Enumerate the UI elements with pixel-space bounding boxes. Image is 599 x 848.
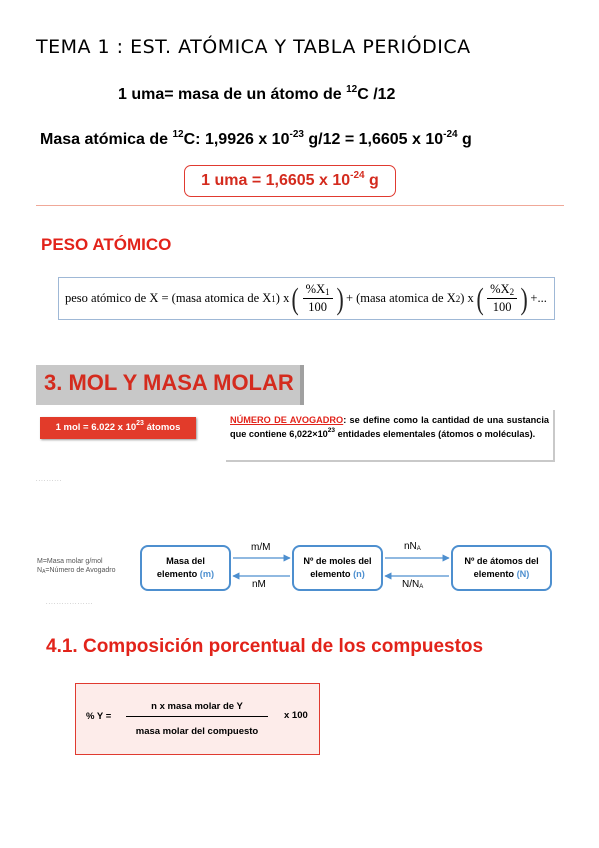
arrow2-bottom-label xyxy=(402,579,423,590)
left-paren-1: ( xyxy=(291,281,300,316)
formula-mid2: ) x xyxy=(460,291,474,305)
avogadro-s1: 23 xyxy=(327,427,336,434)
arrow2-bottom-sub: A xyxy=(419,584,424,590)
fraction-2-den: 100 xyxy=(492,300,512,314)
arrow2-top-sub: A xyxy=(416,546,421,552)
masa-p2: C: 1,9926 x 10 xyxy=(183,131,290,148)
num1-sub: 1 xyxy=(325,287,330,297)
composicion-heading: 4.1. Composición porcentual de los compuestos xyxy=(46,636,484,657)
formula-sub1: 1 xyxy=(271,293,276,304)
percent-formula-box xyxy=(75,683,320,755)
left-paren-2: ( xyxy=(476,281,484,316)
mol-pill-p1: 1 mol = 6.022 x 10 xyxy=(55,422,137,433)
percent-denominator: masa molar del compuesto xyxy=(135,726,259,737)
legend-rest: =Número de Avogadro xyxy=(45,567,116,574)
avogadro-term: NÚMERO DE AVOGADRO xyxy=(230,415,344,425)
masa-p4: g xyxy=(457,131,472,148)
node-moles-label: elemento xyxy=(310,569,354,579)
node-atomos-line1: Nº de átomos del xyxy=(464,556,539,566)
formula-tail: +... xyxy=(530,291,547,305)
percent-numerator: n x masa molar de Y xyxy=(126,701,268,717)
legend-a: A xyxy=(42,569,46,575)
uma-def-pre: 1 uma= masa de un átomo de xyxy=(118,86,347,103)
masa-p1: Masa atómica de xyxy=(40,131,173,148)
masa-s2: -23 xyxy=(289,129,304,140)
faint-text-2: ꞏ ꞏ ꞏ ꞏ ꞏ ꞏ ꞏ ꞏ ꞏ ꞏ ꞏ ꞏ ꞏ ꞏ ꞏ ꞏ ꞏ ꞏ xyxy=(46,601,93,606)
node-moles-var: (n) xyxy=(353,569,365,579)
legend-line-1: M=Masa molar g/mol xyxy=(37,558,103,565)
uma-box-p2: g xyxy=(364,172,379,189)
uma-def-post: C /12 xyxy=(357,86,396,103)
mol-pill-p2: átomos xyxy=(143,422,181,433)
page-title: TEMA 1 : EST. ATÓMICA Y TABLA PERIÓDICA xyxy=(36,36,471,58)
peso-atomico-heading: PESO ATÓMICO xyxy=(41,235,172,254)
node-moles-line1: Nº de moles del xyxy=(303,556,372,566)
arrow1-top-label: m/M xyxy=(251,542,271,553)
formula-start: peso atómico de X = (masa atomica de X xyxy=(65,291,272,305)
right-paren-2: ) xyxy=(520,281,528,316)
node-masa-var: (m) xyxy=(199,569,215,579)
percent-label: % Y = xyxy=(86,711,112,722)
faint-text-1: ꞏ ꞏ ꞏ ꞏ ꞏ ꞏ ꞏ ꞏ ꞏ ꞏ xyxy=(36,478,62,483)
node-masa-line1: Masa del xyxy=(166,556,205,566)
node-masa-label: elemento xyxy=(156,569,200,579)
num2-sub: 2 xyxy=(509,287,515,297)
mol-pill-s1: 23 xyxy=(136,420,144,427)
node-atomos-var: (N) xyxy=(516,569,530,579)
formula-plus: + (masa atomica de X xyxy=(345,291,456,305)
right-paren-1: ) xyxy=(336,281,344,316)
num2-text: %X xyxy=(490,282,510,296)
masa-p3: g/12 = 1,6605 x 10 xyxy=(303,131,444,148)
arrow1-bottom-label: nM xyxy=(252,579,266,590)
masa-s1: 12 xyxy=(172,129,184,140)
mol-heading: 3. MOL Y MASA MOLAR xyxy=(44,370,294,395)
avogadro-p1: : se define como la cantidad de una sustancia que contiene 6,022×10 xyxy=(230,415,549,439)
uma-def-sup: 12 xyxy=(346,84,358,95)
uma-box-s1: -24 xyxy=(350,170,365,181)
masa-s3: -24 xyxy=(443,129,458,140)
legend-n: N xyxy=(37,567,43,574)
arrow2-bottom-text: N/N xyxy=(402,579,420,590)
arrow2-top-text: nN xyxy=(404,541,417,552)
arrow2-top-label xyxy=(404,541,421,552)
avogadro-p2: entidades elementales (átomos o moléculas). xyxy=(335,429,536,439)
percent-times: x 100 xyxy=(284,710,308,721)
formula-sub2: 2 xyxy=(455,293,461,304)
fraction-1-den: 100 xyxy=(308,300,328,314)
node-atomos-label: elemento xyxy=(473,569,517,579)
uma-box-p1: 1 uma = 1,6605 x 10 xyxy=(201,172,351,189)
num1-text: %X xyxy=(305,282,326,296)
formula-mid1: ) x xyxy=(275,291,290,305)
